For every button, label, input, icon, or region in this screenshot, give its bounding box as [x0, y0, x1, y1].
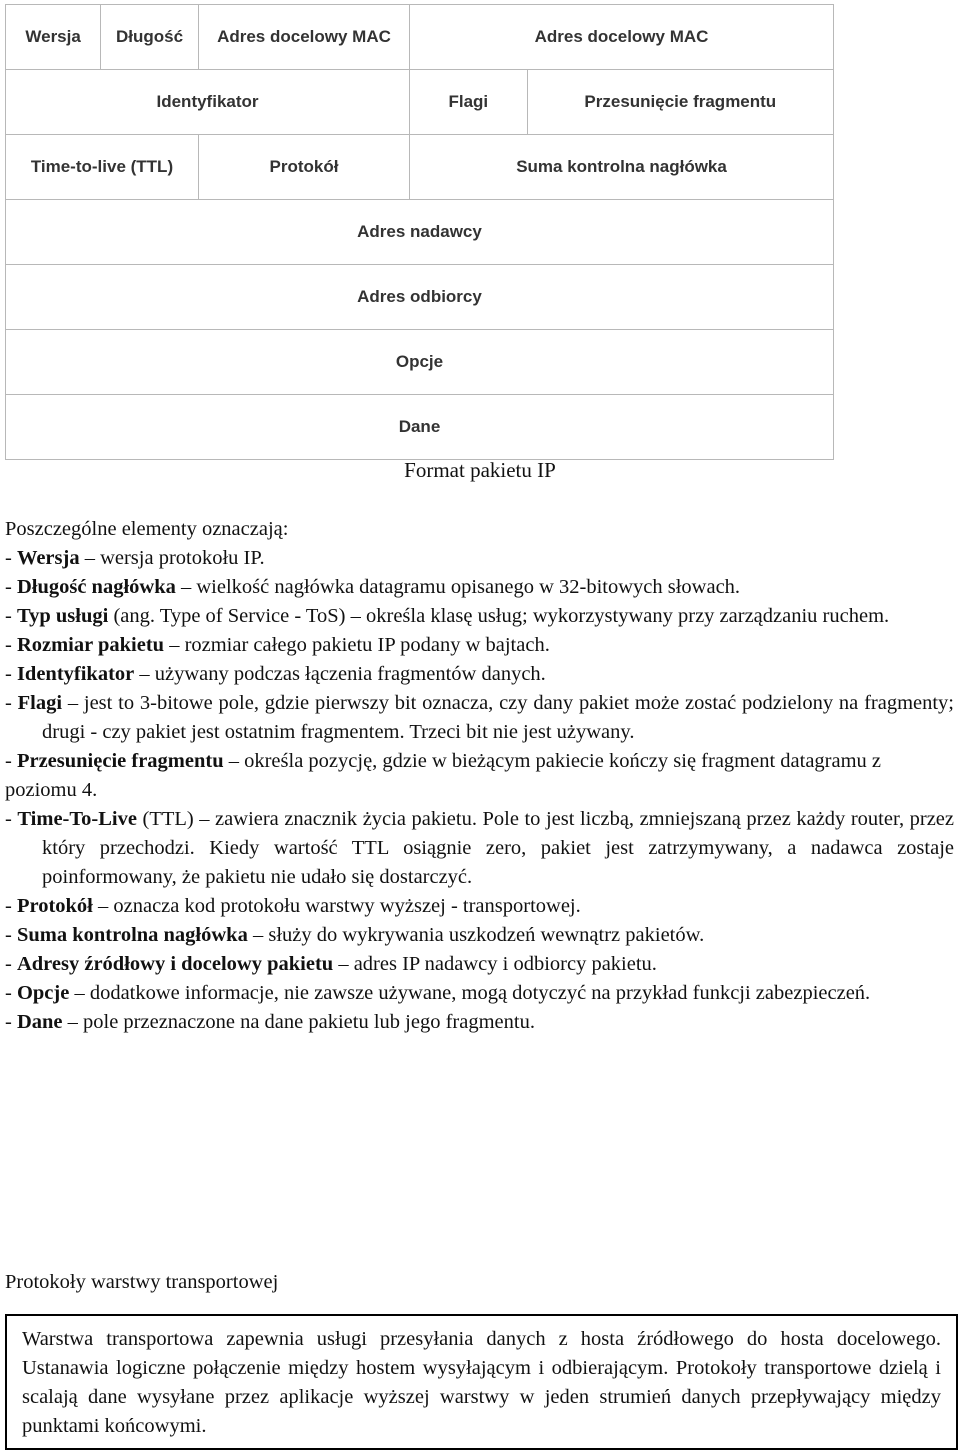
packet-field: Time-to-live (TTL): [6, 135, 199, 200]
packet-field: Adres docelowy MAC: [410, 5, 834, 70]
packet-row: [6, 135, 834, 200]
item-text: – jest to 3-bitowe pole, gdzie pierwszy bit oznacza, czy dany pakiet może zostać podzielony na fragmenty; drugi - czy pakiet jest ostatnim fragmentem. Trzeci bit nie jest używany.: [42, 692, 955, 743]
item-bullet: -: [5, 547, 17, 569]
item-term: Typ usługi: [16, 605, 109, 627]
item-bullet: -: [5, 982, 17, 1004]
item-bullet: -: [5, 953, 17, 975]
packet-field: Wersja: [6, 5, 101, 70]
item-text: – rozmiar całego pakietu IP podany w bajtach.: [164, 634, 550, 656]
description-item: [5, 1008, 954, 1037]
descriptions-intro: Poszczególne elementy oznaczają:: [5, 518, 289, 540]
packet-row: [6, 395, 834, 460]
item-term: Identyfikator: [16, 663, 135, 685]
item-bullet: -: [5, 605, 17, 627]
item-text: – służy do wykrywania uszkodzeń wewnątrz pakietów.: [247, 924, 705, 946]
description-item: [5, 689, 954, 747]
field-descriptions: [5, 515, 954, 1037]
description-item: [5, 544, 954, 573]
item-bullet: -: [5, 924, 17, 946]
item-term: Dane: [16, 1011, 63, 1033]
section-title: Protokoły warstwy transportowej: [5, 1271, 279, 1293]
description-item: [5, 660, 954, 689]
packet-field: Opcje: [6, 330, 834, 395]
item-text: (ang. Type of Service - ToS) – określa klasę usług; wykorzystywany przy zarządzaniu ruchem.: [108, 605, 890, 627]
item-bullet: -: [5, 895, 17, 917]
packet-row: [6, 70, 834, 135]
item-term: Flagi: [17, 692, 63, 714]
description-item: [5, 921, 954, 950]
description-item: [5, 747, 954, 805]
item-text: – dodatkowe informacje, nie zawsze używane, mogą dotyczyć na przykład funkcji zabezpieczeń.: [69, 982, 871, 1004]
item-term: Rozmiar pakietu: [16, 634, 165, 656]
packet-field: Adres nadawcy: [6, 200, 834, 265]
item-term: Opcje: [16, 982, 70, 1004]
item-bullet: -: [5, 634, 17, 656]
packet-field: Suma kontrolna nagłówka: [410, 135, 834, 200]
packet-field: Adres docelowy MAC: [198, 5, 409, 70]
item-term: Time-To-Live: [17, 808, 137, 830]
item-term: Przesunięcie fragmentu: [16, 750, 224, 772]
packet-row: [6, 330, 834, 395]
description-item: [5, 979, 954, 1008]
item-term: Protokół: [16, 895, 93, 917]
description-item: [5, 631, 954, 660]
item-bullet: -: [5, 692, 18, 714]
item-term: Suma kontrolna nagłówka: [16, 924, 248, 946]
description-item: [5, 573, 954, 602]
item-bullet: -: [5, 1011, 17, 1033]
item-text: – określa pozycję, gdzie w bieżącym pakiecie kończy się fragment datagramu z poziomu 4.: [5, 750, 882, 801]
item-term: Wersja: [16, 547, 80, 569]
item-text: – adres IP nadawcy i odbiorcy pakietu.: [333, 953, 657, 975]
figure-caption: [0, 458, 960, 483]
packet-field: Protokół: [198, 135, 409, 200]
packet-field: Dane: [6, 395, 834, 460]
item-bullet: -: [5, 663, 17, 685]
descriptions-list: [5, 544, 954, 1037]
packet-field: Długość: [101, 5, 199, 70]
description-item: [5, 602, 954, 631]
item-bullet: -: [5, 808, 18, 830]
packet-row: [6, 5, 834, 70]
transport-layer-box: [5, 1314, 958, 1450]
item-text: – używany podczas łączenia fragmentów danych.: [134, 663, 546, 685]
item-term: Długość nagłówka: [16, 576, 176, 598]
description-item: [5, 805, 954, 892]
item-text: – pole przeznaczone na dane pakietu lub jego fragmentu.: [62, 1011, 535, 1033]
packet-field: Identyfikator: [6, 70, 410, 135]
item-bullet: -: [5, 750, 17, 772]
item-term: Adresy źródłowy i docelowy pakietu: [16, 953, 334, 975]
item-text: – wersja protokołu IP.: [79, 547, 265, 569]
packet-row: [6, 200, 834, 265]
packet-row: [6, 265, 834, 330]
description-item: [5, 950, 954, 979]
packet-field: Adres odbiorcy: [6, 265, 834, 330]
packet-format-grid: [5, 4, 834, 460]
caption-text: Format pakietu IP: [404, 458, 556, 482]
item-bullet: -: [5, 576, 17, 598]
item-text: (TTL) – zawiera znacznik życia pakietu. Pole to jest liczbą, zmniejszaną przez każdy router, przez który przechodzi. Kiedy wartość TTL osiągnie zero, pakiet jest zatrzymywany, a nadawca zostaje poinformowany, że pakietu nie udało się dostarczyć.: [42, 808, 954, 888]
item-text: – wielkość nagłówka datagramu opisanego w 32-bitowych słowach.: [175, 576, 741, 598]
item-text: – oznacza kod protokołu warstwy wyższej - transportowej.: [92, 895, 581, 917]
packet-field: Flagi: [410, 70, 528, 135]
description-item: [5, 892, 954, 921]
packet-field: Przesunięcie fragmentu: [527, 70, 833, 135]
ip-packet-format-table: [5, 4, 834, 455]
transport-layer-text: Warstwa transportowa zapewnia usługi przesyłania danych z hosta źródłowego do hosta docelowego. Ustanawia logiczne połączenie między hostem wysyłającym i odbierającym. Protokoły transportowe dzielą i scalają dane wysyłane przez aplikacje wyższej warstwy w jeden strumień danych przepływający między punktami końcowymi.: [22, 1328, 941, 1437]
